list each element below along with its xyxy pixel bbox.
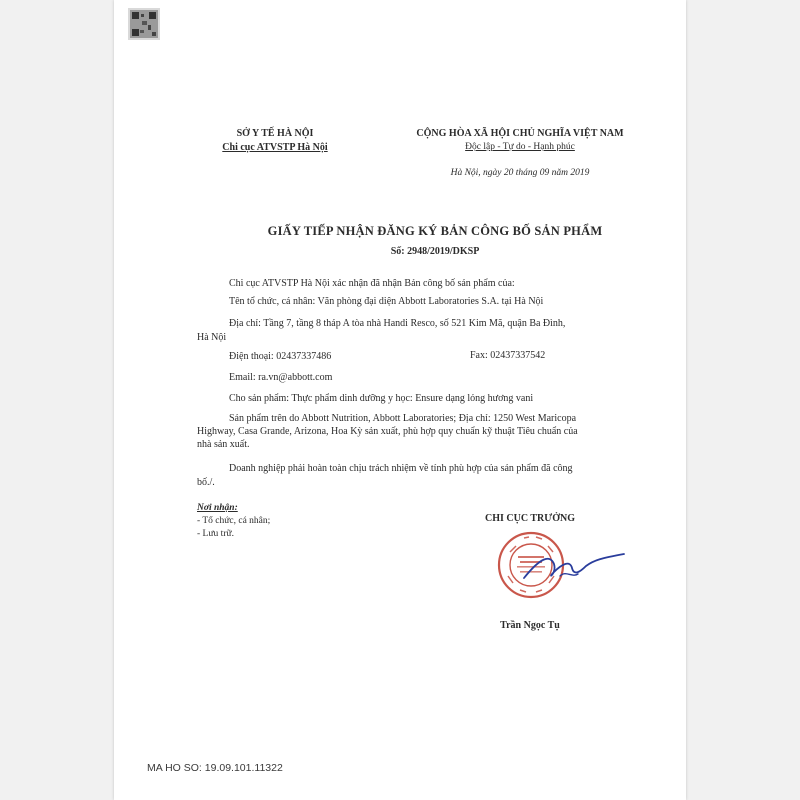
address-line-1: Địa chỉ: Tầng 7, tầng 8 tháp A tòa nhà Handi Resco, số 521 Kim Mã, quận Ba Đình,	[229, 318, 566, 329]
signature-title: CHI CỤC TRƯỞNG	[484, 513, 575, 524]
signature-mark	[520, 548, 630, 588]
phone-text: Điện thoại: 02437337486	[229, 351, 332, 362]
qr-code-icon	[128, 8, 160, 40]
signer-name: Trần Ngọc Tụ	[500, 620, 560, 631]
email-text: Email: ra.vn@abbott.com	[229, 372, 333, 383]
manufacturer-line-1: Sản phẩm trên do Abbott Nutrition, Abbott Laboratories; Địa chỉ: 1250 West Maricopa	[229, 413, 577, 424]
header-motto	[370, 142, 670, 152]
responsibility-line-1: Doanh nghiệp phải hoàn toàn chịu trách nhiệm về tính phù hợp của sản phẩm đã công	[229, 463, 573, 474]
header-ministry: SỞ Y TẾ HÀ NỘI	[236, 128, 314, 139]
recipients-title: Nơi nhận:	[197, 503, 238, 513]
record-code: MA HO SO: 19.09.101.11322	[147, 762, 283, 774]
product-text: Cho sản phẩm: Thực phẩm dinh dưỡng y học: Ensure dạng lỏng hương vani	[229, 393, 534, 404]
page-title: GIẤY TIẾP NHẬN ĐĂNG KÝ BẢN CÔNG BỐ SẢN PHẨM	[267, 224, 603, 238]
intro-text: Chi cục ATVSTP Hà Nội xác nhận đã nhận Bản công bố sản phẩm của:	[229, 278, 515, 289]
header-department-text: Chi cục ATVSTP Hà Nội	[222, 142, 328, 153]
address-line-2: Hà Nội	[197, 332, 227, 343]
header-department	[200, 142, 350, 153]
manufacturer-line-2: Highway, Casa Grande, Arizona, Hoa Kỳ sản xuất, phù hợp quy chuẩn kỹ thuật Tiêu chuẩn của	[197, 426, 578, 437]
issue-date: Hà Nội, ngày 20 tháng 09 năm 2019	[450, 168, 590, 178]
recipient-item: - Lưu trữ.	[197, 529, 234, 539]
fax-text: Fax: 02437337542	[470, 350, 546, 361]
organization-text: Tên tổ chức, cá nhân: Văn phòng đại diện Abbott Laboratories S.A. tại Hà Nội	[229, 296, 544, 307]
header-country: CỘNG HÒA XÃ HỘI CHỦ NGHĨA VIỆT NAM	[416, 128, 624, 139]
recipient-item: - Tổ chức, cá nhân;	[197, 516, 271, 526]
manufacturer-line-3: nhà sản xuất.	[197, 439, 250, 450]
header-motto-text: Độc lập - Tự do - Hạnh phúc	[465, 142, 575, 152]
responsibility-line-2: bố./.	[197, 477, 215, 488]
document-number: Số: 2948/2019/DKSP	[390, 246, 480, 257]
